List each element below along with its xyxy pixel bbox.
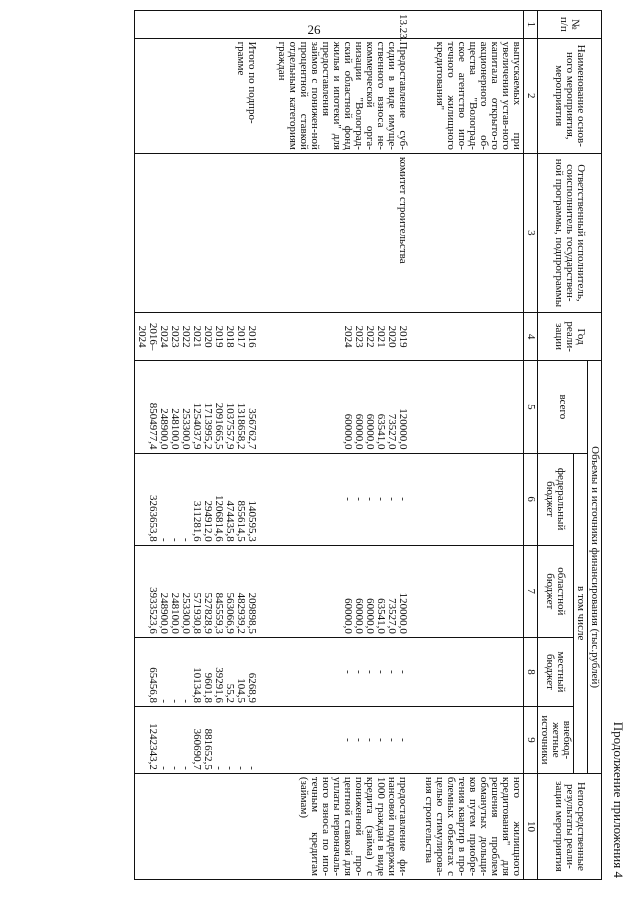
funding-table bbox=[134, 10, 602, 880]
header-local: местный бюджет bbox=[538, 637, 574, 706]
cell-year bbox=[422, 312, 524, 360]
header-name: Наименование основ-ного мероприятия, мероприятия bbox=[538, 38, 602, 153]
cell-result: ного жилищного кредитования" для решения проблем обманутых дольщи-ков путем приобре-тения квартир в про-блемных объектах с целью стимулирова-ния строительства bbox=[422, 773, 524, 879]
colnum-4: 4 bbox=[524, 312, 538, 360]
cell-executor bbox=[422, 153, 524, 312]
cell-year: 2019 2020 2021 2022 2023 2024 bbox=[275, 312, 422, 360]
cell-extra: - - - - 881652,5 360690,7 - - - 1242343,2 bbox=[135, 707, 276, 774]
cell-result bbox=[135, 773, 276, 879]
cell-local: - - - - - - bbox=[275, 637, 422, 706]
header-total: всего bbox=[538, 361, 588, 453]
colnum-1: 1 bbox=[524, 11, 538, 39]
colnum-8: 8 bbox=[524, 637, 538, 706]
cell-federal: 140595,3 855614,5 474435,8 1206814,6 294912,0 311281,6 - - - 3263653,8 bbox=[135, 453, 276, 545]
cell-num bbox=[135, 11, 276, 39]
cell-total bbox=[422, 361, 524, 453]
cell-name: выпускаемых при увеличении устав-ного капитала открыто-го акционерного об-щества "Волоград-ское агентство ипо-течного жилищного кредитования" bbox=[422, 38, 524, 153]
header-num: № п/п bbox=[538, 11, 602, 39]
rotated-page-content bbox=[90, 10, 630, 890]
colnum-3: 3 bbox=[524, 153, 538, 312]
header-results: Непосредственные результаты реали-зации мероприятия bbox=[538, 773, 602, 879]
table-row-total bbox=[135, 11, 276, 880]
cell-local: 6268,9 104,5 55,2 39291,6 9601,8 10134,8 - - - 65456,8 bbox=[135, 637, 276, 706]
continuation-label: Продолжение приложения 4 bbox=[611, 721, 626, 878]
cell-regional: 120000,0 73527,0 63541,0 60000,0 60000,0 60000,0 bbox=[275, 545, 422, 637]
cell-num: 13.23. bbox=[275, 11, 422, 39]
cell-extra: - - - - - - bbox=[275, 707, 422, 774]
colnum-5: 5 bbox=[524, 361, 538, 453]
cell-name: Предоставление суб-сидии в виде имуще-ственного взноса не-коммерческой орга-низации "Волоград-ский областной фонд жилья и ипотеки" для предоставления займов с понижен-ной процентной ставкой отдельным категориям граждан bbox=[275, 38, 422, 153]
colnum-2: 2 bbox=[524, 38, 538, 153]
header-year: Год реали-зации bbox=[538, 312, 602, 360]
header-extrabudget: внебюд-жетные источники bbox=[538, 707, 574, 774]
cell-executor bbox=[135, 153, 276, 312]
table-row-13-23 bbox=[275, 11, 422, 880]
table-row-continued bbox=[422, 11, 524, 880]
header-funding-group: Объемы и источники финансирования (тыс.рублей) bbox=[588, 361, 602, 774]
cell-federal bbox=[422, 453, 524, 545]
cell-federal: - - - - - - bbox=[275, 453, 422, 545]
cell-executor: комитет строительства bbox=[275, 153, 422, 312]
header-executor: Ответственный исполнитель, соисполнитель государствен-ной программы, подпрограммы bbox=[538, 153, 602, 312]
colnum-9: 9 bbox=[524, 707, 538, 774]
page-number: 26 bbox=[307, 22, 321, 37]
colnum-6: 6 bbox=[524, 453, 538, 545]
colnum-7: 7 bbox=[524, 545, 538, 637]
header-row-1 bbox=[588, 11, 602, 880]
cell-local bbox=[422, 637, 524, 706]
cell-extra bbox=[422, 707, 524, 774]
cell-num bbox=[422, 11, 524, 39]
cell-year: 2016 2017 2018 2019 2020 2021 2022 2023 2024 2016– 2024 bbox=[135, 312, 276, 360]
header-federal: федеральный бюджет bbox=[538, 453, 574, 545]
header-regional: областной бюджет bbox=[538, 545, 574, 637]
header-incl: в том числе bbox=[574, 453, 588, 773]
cell-total: 120000,0 73527,0 63541,0 60000,0 60000,0 60000,0 bbox=[275, 361, 422, 453]
colnum-10: 10 bbox=[524, 773, 538, 879]
cell-name: Итого по подпро-грамме bbox=[135, 38, 276, 153]
cell-regional: 209898,5 482939,2 563066,9 845559,3 527828,9 571930,8 253300,0 248100,0 248900,0 3933523,6 bbox=[135, 545, 276, 637]
cell-result: предоставление фи-нансовой поддержки 1000 граждан в виде кредита (займа) с пониженной про-центной ставкой для уплаты первоначаль-ного взноса по ипо-течным кредитам (займам) bbox=[275, 773, 422, 879]
column-number-row bbox=[524, 11, 538, 880]
cell-regional bbox=[422, 545, 524, 637]
cell-total: 356762,7 1318658,2 1037557,9 2091665,5 1713995,2 1254037,9 253300,0 248100,0 248900,0 8504977,4 bbox=[135, 361, 276, 453]
